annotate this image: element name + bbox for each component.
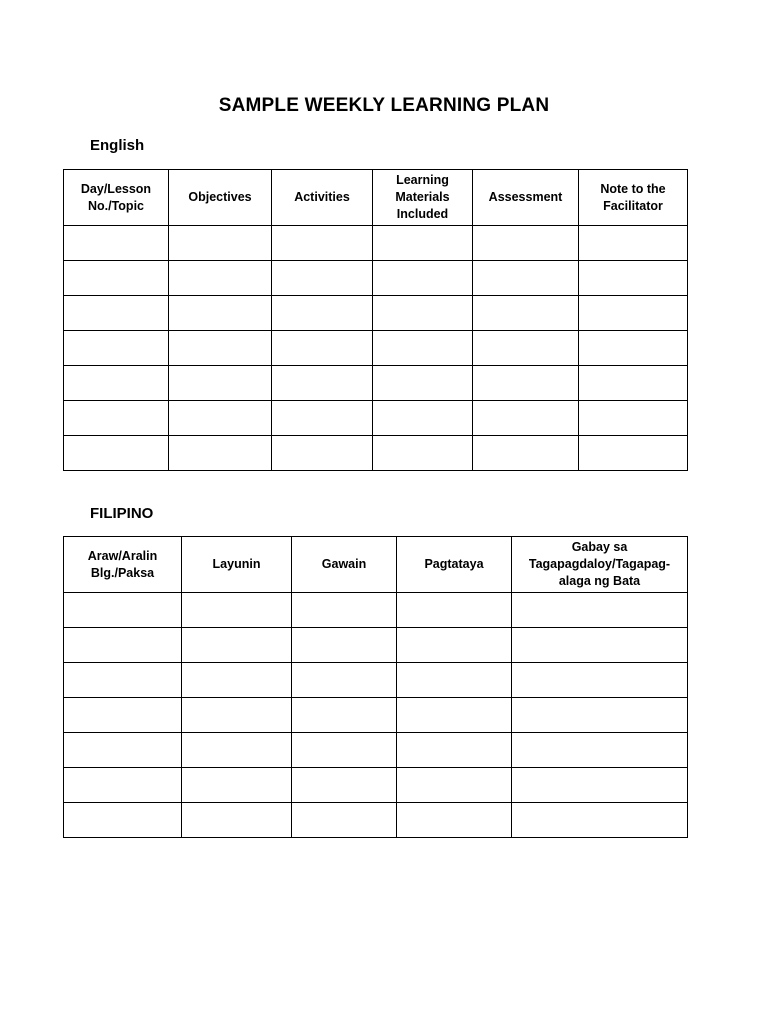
table-row: [64, 226, 688, 261]
table-cell[interactable]: [64, 261, 169, 296]
table-cell[interactable]: [64, 366, 169, 401]
table-cell[interactable]: [64, 768, 182, 803]
header-learning-materials: Learning Materials Included: [373, 170, 473, 226]
table-cell[interactable]: [64, 331, 169, 366]
table-cell[interactable]: [579, 401, 688, 436]
table-cell[interactable]: [579, 261, 688, 296]
table-cell[interactable]: [64, 226, 169, 261]
table-cell[interactable]: [473, 261, 579, 296]
table-cell[interactable]: [169, 401, 272, 436]
table-cell[interactable]: [272, 261, 373, 296]
table-cell[interactable]: [292, 768, 397, 803]
table-cell[interactable]: [473, 331, 579, 366]
header-activities: Activities: [272, 170, 373, 226]
table-cell[interactable]: [64, 401, 169, 436]
table-cell[interactable]: [64, 296, 169, 331]
table-header-row: [64, 170, 688, 226]
table-cell[interactable]: [292, 733, 397, 768]
table-cell[interactable]: [373, 401, 473, 436]
table-cell[interactable]: [272, 296, 373, 331]
table-cell[interactable]: [292, 698, 397, 733]
table-cell[interactable]: [272, 331, 373, 366]
table-cell[interactable]: [397, 733, 512, 768]
table-cell[interactable]: [397, 803, 512, 838]
header-gabay-sa-tagapagdaloy: Gabay sa Tagapagdaloy/Tagapag- alaga ng Bata: [512, 537, 688, 593]
header-day-lesson-topic: Day/Lesson No./Topic: [64, 170, 169, 226]
table-row: [64, 366, 688, 401]
table-row: [64, 628, 688, 663]
section-label-filipino: FILIPINO: [90, 505, 154, 522]
english-table-body: [64, 226, 688, 471]
table-row: [64, 436, 688, 471]
table-cell[interactable]: [292, 628, 397, 663]
table-cell[interactable]: [182, 803, 292, 838]
table-cell[interactable]: [512, 628, 688, 663]
table-cell[interactable]: [169, 436, 272, 471]
table-cell[interactable]: [169, 366, 272, 401]
table-row: [64, 768, 688, 803]
table-row: [64, 698, 688, 733]
table-row: [64, 663, 688, 698]
table-cell[interactable]: [397, 768, 512, 803]
table-cell[interactable]: [64, 803, 182, 838]
table-cell[interactable]: [169, 261, 272, 296]
table-cell[interactable]: [182, 698, 292, 733]
table-cell[interactable]: [272, 436, 373, 471]
header-gawain: Gawain: [292, 537, 397, 593]
table-cell[interactable]: [292, 593, 397, 628]
table-cell[interactable]: [64, 663, 182, 698]
table-row: [64, 593, 688, 628]
table-cell[interactable]: [373, 436, 473, 471]
table-row: [64, 733, 688, 768]
table-cell[interactable]: [272, 366, 373, 401]
table-cell[interactable]: [579, 366, 688, 401]
table-cell[interactable]: [512, 768, 688, 803]
table-cell[interactable]: [182, 768, 292, 803]
table-cell[interactable]: [473, 401, 579, 436]
filipino-plan-table: [63, 536, 688, 838]
table-cell[interactable]: [169, 226, 272, 261]
table-cell[interactable]: [579, 331, 688, 366]
table-cell[interactable]: [579, 226, 688, 261]
table-cell[interactable]: [579, 296, 688, 331]
table-cell[interactable]: [397, 628, 512, 663]
table-cell[interactable]: [292, 663, 397, 698]
header-note-to-facilitator: Note to the Facilitator: [579, 170, 688, 226]
table-cell[interactable]: [272, 226, 373, 261]
table-cell[interactable]: [64, 593, 182, 628]
table-cell[interactable]: [64, 733, 182, 768]
section-label-english: English: [90, 137, 145, 154]
filipino-table-body: [64, 593, 688, 838]
table-cell[interactable]: [397, 663, 512, 698]
table-cell[interactable]: [373, 296, 473, 331]
table-cell[interactable]: [169, 296, 272, 331]
table-row: [64, 296, 688, 331]
table-cell[interactable]: [373, 366, 473, 401]
table-cell[interactable]: [373, 331, 473, 366]
table-row: [64, 261, 688, 296]
table-cell[interactable]: [512, 593, 688, 628]
table-cell[interactable]: [579, 436, 688, 471]
table-cell[interactable]: [397, 593, 512, 628]
table-row: [64, 331, 688, 366]
header-assessment: Assessment: [473, 170, 579, 226]
table-cell[interactable]: [292, 803, 397, 838]
table-cell[interactable]: [64, 628, 182, 663]
table-cell[interactable]: [64, 698, 182, 733]
table-cell[interactable]: [473, 366, 579, 401]
table-cell[interactable]: [473, 226, 579, 261]
header-araw-aralin-paksa: Araw/Aralin Blg./Paksa: [64, 537, 182, 593]
table-cell[interactable]: [397, 698, 512, 733]
table-cell[interactable]: [473, 436, 579, 471]
table-cell[interactable]: [373, 261, 473, 296]
table-cell[interactable]: [182, 628, 292, 663]
table-cell[interactable]: [182, 733, 292, 768]
table-cell[interactable]: [182, 593, 292, 628]
table-cell[interactable]: [473, 296, 579, 331]
header-objectives: Objectives: [169, 170, 272, 226]
table-row: [64, 401, 688, 436]
page-title: SAMPLE WEEKLY LEARNING PLAN: [218, 95, 550, 116]
table-cell[interactable]: [182, 663, 292, 698]
table-cell[interactable]: [512, 733, 688, 768]
header-pagtataya: Pagtataya: [397, 537, 512, 593]
table-cell[interactable]: [512, 698, 688, 733]
table-header-row: [64, 537, 688, 593]
english-plan-table: [63, 169, 688, 471]
table-cell[interactable]: [272, 401, 373, 436]
table-cell[interactable]: [169, 331, 272, 366]
table-cell[interactable]: [512, 663, 688, 698]
table-cell[interactable]: [512, 803, 688, 838]
header-layunin: Layunin: [182, 537, 292, 593]
table-cell[interactable]: [373, 226, 473, 261]
table-row: [64, 803, 688, 838]
table-cell[interactable]: [64, 436, 169, 471]
